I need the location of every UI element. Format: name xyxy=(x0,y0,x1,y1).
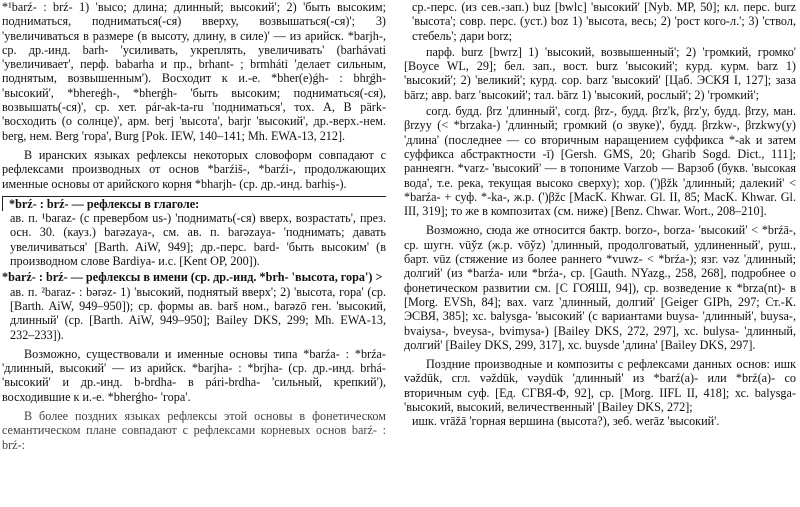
noun-reflexes-heading: *barź- : brź- — рефлексы в имени (ср. др.-инд. *brh- 'высота, гора') > xyxy=(2,270,383,285)
nominal-stems-paragraph: Возможно, существовали и именные основы типа *barźa- : *brźa- 'длинный, высокий' — из арийск. *barjha- : *brjha- (ср. др.-инд. brhá- 'высокий' и др.-инд. b-brdha- в pári-brdha- 'сильный, крепкий'), восходившие к и.-е. *bherǵho- 'гора'. xyxy=(2,346,386,404)
entry-paragraph: *¹barź- : brź- 1) 'высо; длина; длинный; высокий'; 2) 'быть высоким; подниматься, подниматься(-ся) вверху, возвышаться(-ся)'; 3) 'увеличиваться в размере (в высоту, длину, в силе)' — из арийск. *barjh-, ср. др.-инд. barh- 'усиливать, укреплять, увеличивать' (barhávati 'увеличивает', перф. babarha и пр., brhant- ; brmháti 'делает сильным, поднятым, возвышенным'). Восходит к и.-е. *bher(e)ǵh- : bhr̥ǵh- 'высокий', *bhereǵh-, *bherǵh- 'быть высоким; подниматься(-ся), возвышать(-ся)', ср. хет. pár-ak-ta-ru 'подниматься', тох. A, B pärk- 'восходить (о солнце)', арм. berj 'высота', barjr 'высокий', др.-верх.-нем. berg, нем. Berg 'гора', Burg [Pok. IEW, 140–141; Mh. EWA-13, 212]. xyxy=(2,0,386,143)
bactrian-paragraph: Возможно, сюда же относится бактр. borzo-, borza- 'высокий' < *brźā-, ср. шугн. vūy̌z (ж.р. vōy̌z) 'длинный, продолговатый, удлиненный', руш., барт. vūz (стяжение из более раннего *vuwz- < *brźa-); язг. vəz 'длинный; долгий' (из *barźa- или *brźa-, ср. [Gauth. NYazg., 258, 268], подробнее о фонетическом развитии см. [С ГОЯШ, 94]), ср. возведение к *brza(nt)- в [Morg. EVSh, 84]; вах. varz 'длинный, долгий' [Geiger GIPh, 297; Ст.-К. ЭСВЯ, 385]; хс. balysga- 'высокий' (с вариантами buysa- 'длинный', buysa-, bvaiysa-, bveysa-, bvimysa-) [Bailey DKS, 272, 297], хс. bulysa- 'длинный, долгий' [Bailey DKS, 299, 317], хс. buysde 'длина' [Bailey DKS, 297]. xyxy=(404,223,796,352)
middle-persian-paragraph: ср.-перс. (из сев.-зап.) buz [bwlc] 'высокий' [Nyb. MP, 50]; кл. перс. burz 'высота'; совр. перс. (уст.) boz 1) 'высота, весь; 2) 'рост кого-л.'; 3) 'ствол, стебель'; дари borz; xyxy=(412,0,796,43)
right-column xyxy=(404,0,796,429)
avestan-noun-paragraph: ав. п. ²baraz- : bərəz- 1) 'высокий, поднятый вверх'; 2) 'высота, гора' (ср. [Barth. AiW, 949–950]); ср. формы ав. barš ном., barəzō ген. 'высокий, длинный' (ср. [Barth. AiW, 949–950]; Bailey DKS, 299; Mh. EWA-13, 232–233]). xyxy=(10,284,386,342)
verb-reflexes-heading: *brź- : brź- — рефлексы в глаголе: xyxy=(2,196,386,211)
later-derivatives-paragraph: Поздние производные и композиты с рефлексами данных основ: ишк vəždūk, сгл. vəždūk, vəydūk 'длинный' из *barź(a)- или *brź(a)- со вторичным суф. [Ед. СГВЯ-Ф, 92], ср. [Morg. IIFL II, 418]; хс. balysga- 'высокий, высокий, величественный' [Bailey DKS, 272]; xyxy=(404,357,796,415)
left-column xyxy=(2,0,386,452)
iranian-reflexes-paragraph: В иранских языках рефлексы некоторых словоформ совпадают с рефлексами производных от основ *barźiš-, *barźi-, продолжающих именные основы от арийского корня *bharjh- (ср. др.-инд. barhiṣ-). xyxy=(2,147,386,191)
later-languages-paragraph: В более поздних языках рефлексы этой основы в фонетическом семантическом плане совпадают с рефлексами корневых основ barź- : brź-: xyxy=(2,409,386,452)
sogdian-paragraph: согд. будд. βrz 'длинный', согд. βrz-, будд. βrz'k, βrz'y, будд. βrzy, ман. βrzyy (< *brzaka-) 'длинный; громкий (о звуке)', будд. βrzkw-, βrzkwy(y) 'длина' (последнее — со вторичным наращением суффикса *-ak и затем суффикса абстрактности -ī) [Gersh. GMS, 20; Gharib Sogd. Dict., 111]; раннеягн. *varz- 'высокий' — в топониме Varzob — Варзоб (букв. 'высокая вода', т.е. река, текущая высоко сверху); хор. (')βžk 'длинный; далекий' < *barźa- + суф. *-ka-, ж.р. (')βžc [MacK. Khwar. Gl. II, 85; MacK. Khwar. Gl. III, 319]; то же в композитах (см. ниже) [Benz. Chwar. Wort., 208–210]. xyxy=(404,104,796,219)
ishkashimi-paragraph: ишк. vrāžā 'горная вершина (высота?), зеб. werāz 'высокий'. xyxy=(412,414,720,429)
parthian-paragraph: парф. burz [bwrz] 1) 'высокий, возвышенный'; 2) 'громкий, громко' [Boyce WL, 29]; бел. зап., вост. burz 'высокий'; курд. курм. barz 1) 'высокий'; 2) 'великий'; курд. сор. barz 'высокий' [Цаб. ЭСКЯ I, 127]; заза bārz; авр. barz 'высокий'; тал. bārz 1) 'высокий, рослый'; 2) 'громкий'; xyxy=(404,44,796,102)
avestan-verb-paragraph: ав. п. ¹baraz- (с превербом us-) 'поднимать(-ся) вверх, возрастать', през. осн. 30. (кауз.) barəzaya-, см. ав. п. barəzaya- 'поднимать; давать увеличиваться' [Barth. AiW, 949]; др.-перс. bard- 'быть высоким' (в производном слове Bardiya- и.с. [Kent OP, 200]). xyxy=(10,211,386,269)
